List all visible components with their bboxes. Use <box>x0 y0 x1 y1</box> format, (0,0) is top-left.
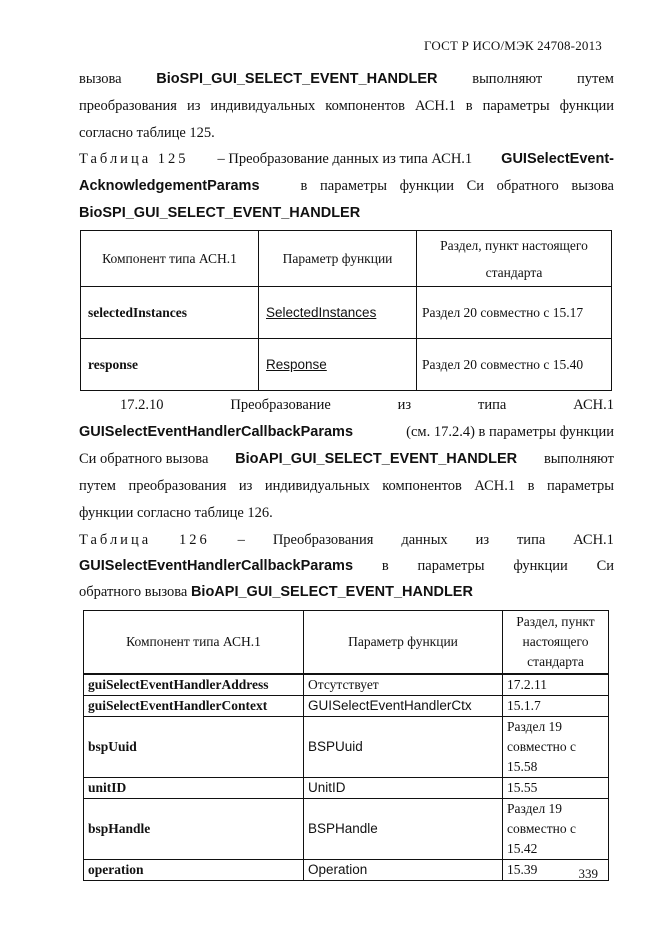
text: АСН.1 <box>573 397 614 413</box>
header-cell: Раздел, пункт настоящего стандарта <box>417 231 612 287</box>
section-number: 17.2.10 <box>120 397 164 413</box>
header-cell: Параметр функции <box>259 231 417 287</box>
section-cell: 15.1.7 <box>503 696 609 717</box>
component-cell: response <box>81 339 259 391</box>
header-cell: Компонент типа АСН.1 <box>81 231 259 287</box>
text: – <box>237 532 245 548</box>
function-name: BioAPI_GUI_SELECT_EVENT_HANDLER <box>190 584 473 600</box>
text: Преобразование <box>230 397 331 413</box>
param-cell: GUISelectEventHandlerCtx <box>304 696 503 717</box>
table-caption <box>79 532 614 549</box>
table-row <box>81 339 612 391</box>
text: (см. 17.2.4) в параметры функции <box>406 424 614 440</box>
component-cell: bspHandle <box>84 799 304 860</box>
component-cell: bspUuid <box>84 717 304 778</box>
text: в параметры функции Си обратного вызова <box>300 178 614 194</box>
text: в <box>381 558 389 574</box>
paragraph-line <box>79 71 614 88</box>
section-cell: Раздел 19 совместно с 15.58 <box>503 717 609 778</box>
component-cell: guiSelectEventHandlerAddress <box>84 674 304 696</box>
paragraph-line <box>79 451 614 468</box>
component-cell: unitID <box>84 778 304 799</box>
type-name: GUISelectEventHandlerCallbackParams <box>79 424 354 440</box>
section-cell: Раздел 20 совместно с 15.40 <box>417 339 612 391</box>
paragraph-line: путем преобразования из индивидуальных компонентов АСН.1 в параметры <box>79 478 614 494</box>
table-caption <box>79 151 614 168</box>
table-caption <box>79 178 614 195</box>
param-cell: SelectedInstances <box>259 287 417 339</box>
table-caption <box>79 558 614 575</box>
type-name: GUISelectEventHandlerCallbackParams <box>79 558 354 574</box>
text: типа <box>516 532 546 548</box>
table-row <box>81 287 612 339</box>
text: из <box>475 532 490 548</box>
text: обратного вызова <box>79 584 188 600</box>
text: Преобразования <box>272 532 374 548</box>
section-cell: 15.39 <box>503 860 609 881</box>
text: выполняют <box>543 451 614 467</box>
function-name: BioSPI_GUI_SELECT_EVENT_HANDLER <box>156 71 438 87</box>
component-cell: selectedInstances <box>81 287 259 339</box>
page-number: 339 <box>578 866 598 881</box>
table-header-row <box>81 231 612 287</box>
caption-label: Таблица <box>79 532 152 548</box>
caption-number: 126 <box>179 532 210 548</box>
paragraph-line: согласно таблице 125. <box>79 125 215 141</box>
text: параметры <box>417 558 485 574</box>
text: функции <box>513 558 568 574</box>
table-header-row <box>84 611 609 675</box>
paragraph-line <box>120 397 614 414</box>
section-cell: 17.2.11 <box>503 674 609 696</box>
text: типа <box>478 397 507 413</box>
text: Си обратного вызова <box>79 451 209 467</box>
section-cell: Раздел 20 совместно с 15.17 <box>417 287 612 339</box>
component-cell: operation <box>84 860 304 881</box>
running-header: ГОСТ Р ИСО/МЭК 24708-2013 <box>423 38 602 53</box>
param-cell: Response <box>259 339 417 391</box>
table-row <box>84 696 609 717</box>
table-row <box>84 717 609 778</box>
text: – Преобразование данных из типа АСН.1 <box>217 151 473 167</box>
paragraph-line: преобразования из индивидуальных компонентов АСН.1 в параметры функции <box>79 98 614 114</box>
param-cell: Operation <box>304 860 503 881</box>
text: АСН.1 <box>573 532 614 548</box>
function-name: BioSPI_GUI_SELECT_EVENT_HANDLER <box>79 205 361 221</box>
table-row <box>84 674 609 696</box>
param-cell: BSPUuid <box>304 717 503 778</box>
section-cell: 15.55 <box>503 778 609 799</box>
table-caption <box>79 584 614 601</box>
caption-label: Таблица 125 <box>79 151 189 167</box>
type-name: GUISelectEvent- <box>501 151 614 167</box>
table-row <box>84 778 609 799</box>
table-row <box>84 799 609 860</box>
text: вызова <box>79 71 122 87</box>
text: выполняют <box>472 71 543 87</box>
text: данных <box>401 532 448 548</box>
param-cell: Отсутствует <box>304 674 503 696</box>
paragraph-line: функции согласно таблице 126. <box>79 505 273 521</box>
header-cell: Параметр функции <box>304 611 503 675</box>
component-cell: guiSelectEventHandlerContext <box>84 696 304 717</box>
text: из <box>397 397 412 413</box>
paragraph-line <box>79 424 614 441</box>
text: путем <box>577 71 614 87</box>
param-cell: BSPHandle <box>304 799 503 860</box>
function-name: BioAPI_GUI_SELECT_EVENT_HANDLER <box>235 451 518 467</box>
table-row <box>84 860 609 881</box>
table-126 <box>83 610 609 881</box>
type-name: AcknowledgementParams <box>79 178 260 194</box>
text: Си <box>596 558 614 574</box>
header-cell: Раздел, пункт настоящего стандарта <box>503 611 609 675</box>
param-cell: UnitID <box>304 778 503 799</box>
header-cell: Компонент типа АСН.1 <box>84 611 304 675</box>
table-125 <box>80 230 612 391</box>
section-cell: Раздел 19 совместно с 15.42 <box>503 799 609 860</box>
